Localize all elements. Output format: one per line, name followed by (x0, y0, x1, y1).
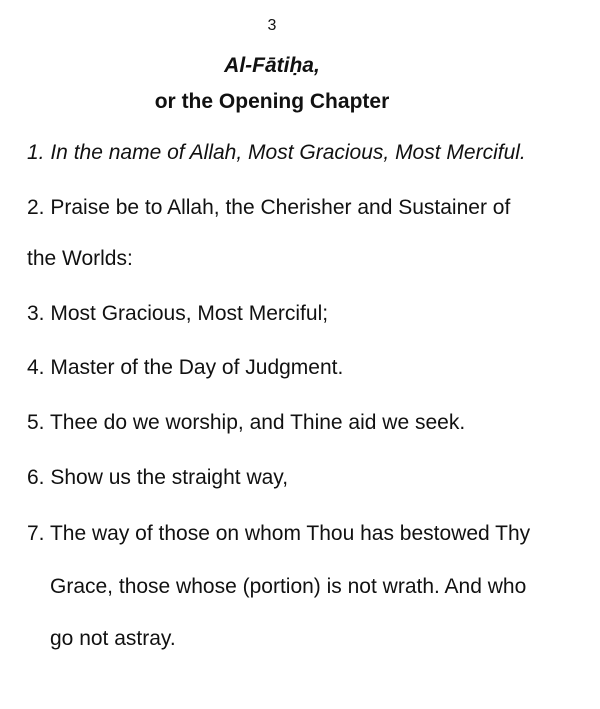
verse-2-line-1: 2. Praise be to Allah, the Cherisher and Sustainer of (27, 196, 511, 219)
chapter-subtitle: or the Opening Chapter (154, 90, 390, 113)
verse-1-line-1: 1. In the name of Allah, Most Gracious, Most Merciful. (27, 141, 526, 164)
verse-4-line-1: 4. Master of the Day of Judgment. (27, 356, 344, 379)
page-number: 3 (267, 17, 277, 34)
verse-7-line-1: 7. The way of those on whom Thou has bestowed Thy (27, 522, 531, 545)
verse-7-line-2: Grace, those whose (portion) is not wrath. And who (50, 575, 527, 598)
verse-5-line-1: 5. Thee do we worship, and Thine aid we seek. (27, 411, 466, 434)
chapter-title: Al-Fātiḥa, (224, 54, 320, 77)
verse-6-line-1: 6. Show us the straight way, (27, 466, 289, 489)
verse-2-line-2: the Worlds: (27, 247, 133, 270)
verse-7-line-3: go not astray. (50, 627, 176, 650)
verse-3-line-1: 3. Most Gracious, Most Merciful; (27, 302, 329, 325)
